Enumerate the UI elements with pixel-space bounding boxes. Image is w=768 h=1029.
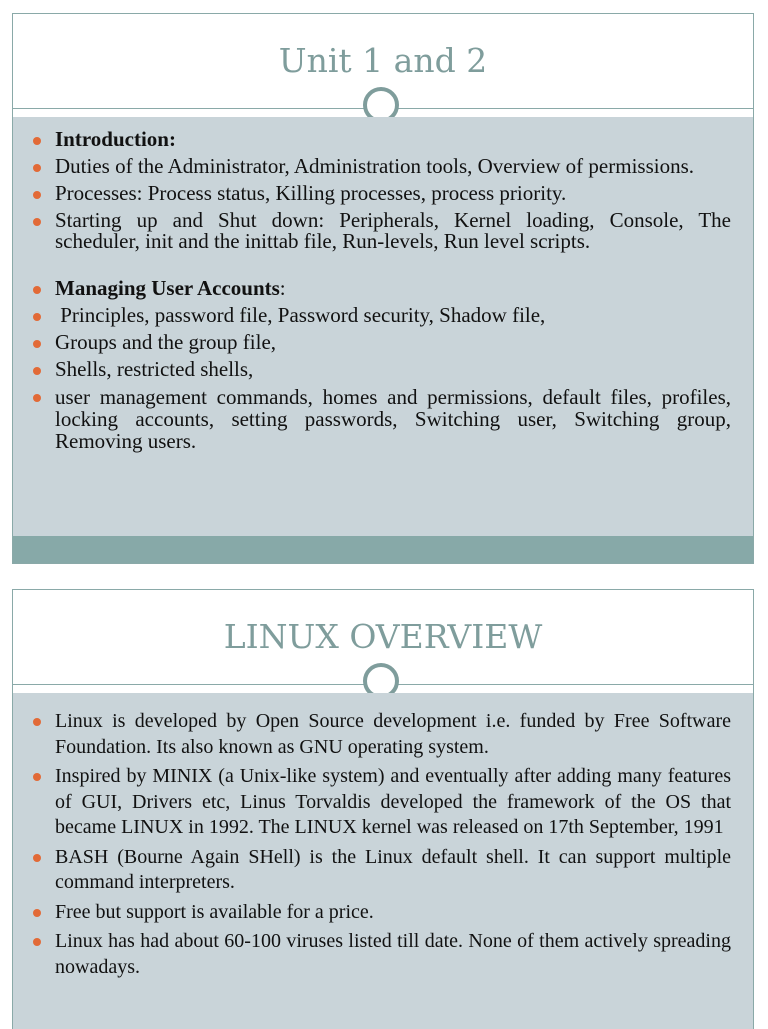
list-item (13, 764, 753, 841)
list-item (13, 278, 753, 299)
bullet-list (13, 117, 753, 452)
bullet-text: Groups and the group file, (55, 330, 277, 354)
list-item (13, 305, 753, 326)
bullet-text: : (279, 276, 286, 300)
list-item (13, 709, 753, 760)
bullet-icon (33, 218, 41, 226)
list-item (13, 929, 753, 980)
bullet-icon (33, 718, 41, 726)
slide-title: Unit 1 and 2 (278, 41, 488, 80)
bullet-icon (33, 164, 41, 172)
slide-header (13, 14, 753, 117)
bullet-text: Shells, restricted shells, (55, 357, 254, 381)
list-item (13, 210, 753, 252)
bullet-text: user management commands, homes and permissions, default files, profiles, locking accounts, setting passwords, Switching user, Switching group, Removing users. (55, 385, 731, 453)
bullet-icon (33, 773, 41, 781)
footer-band (13, 536, 753, 563)
bullet-text: Duties of the Administrator, Administration tools, Overview of permissions. (55, 154, 695, 178)
list-item (13, 183, 753, 204)
bullet-bold-text: Managing User Accounts (55, 276, 280, 300)
bullet-text: Processes: Process status, Killing processes, process priority. (55, 181, 567, 205)
list-item (13, 359, 753, 380)
bullet-text: Principles, password file, Password security, Shadow file, (55, 303, 546, 327)
bullet-icon (33, 286, 41, 294)
bullet-text: BASH (Bourne Again SHell) is the Linux default shell. It can support multiple command interpreters. (55, 845, 731, 893)
bullet-icon (33, 938, 41, 946)
list-item (13, 129, 753, 150)
slide-unit-1-and-2 (12, 13, 754, 564)
bullet-list (13, 693, 753, 980)
slide-title: LINUX OVERVIEW (223, 617, 543, 656)
slide-header (13, 590, 753, 693)
list-item (13, 386, 753, 452)
list-item (13, 845, 753, 896)
bullet-icon (33, 367, 41, 375)
slide-linux-overview (12, 589, 754, 1029)
slide-content (13, 117, 753, 536)
bullet-text: Free but support is available for a price. (55, 900, 374, 923)
bullet-text: Inspired by MINIX (a Unix-like system) and eventually after adding many features of GUI, Drivers etc, Linus Torvaldis developed the framework of the OS that became LINUX in 1992. The LINUX kernel was released on 17th September, 1991 (55, 765, 731, 838)
bullet-text: Linux has had about 60-100 viruses listed till date. None of them actively spreading nowadays. (55, 930, 731, 978)
bullet-icon (33, 340, 41, 348)
bullet-icon (33, 137, 41, 145)
bullet-icon (33, 191, 41, 199)
bullet-icon (33, 313, 41, 321)
bullet-bold-text: Introduction: (55, 127, 176, 151)
list-item (13, 900, 753, 926)
bullet-text: Starting up and Shut down: Peripherals, Kernel loading, Console, The scheduler, init and the inittab file, Run-levels, Run level scripts. (55, 208, 731, 253)
bullet-icon (33, 394, 41, 402)
list-item (13, 332, 753, 353)
bullet-icon (33, 854, 41, 862)
slide-content (13, 693, 753, 1029)
bullet-icon (33, 909, 41, 917)
bullet-text: Linux is developed by Open Source development i.e. funded by Free Software Foundation. Its also known as GNU operating system. (55, 710, 731, 758)
list-item (13, 156, 753, 177)
